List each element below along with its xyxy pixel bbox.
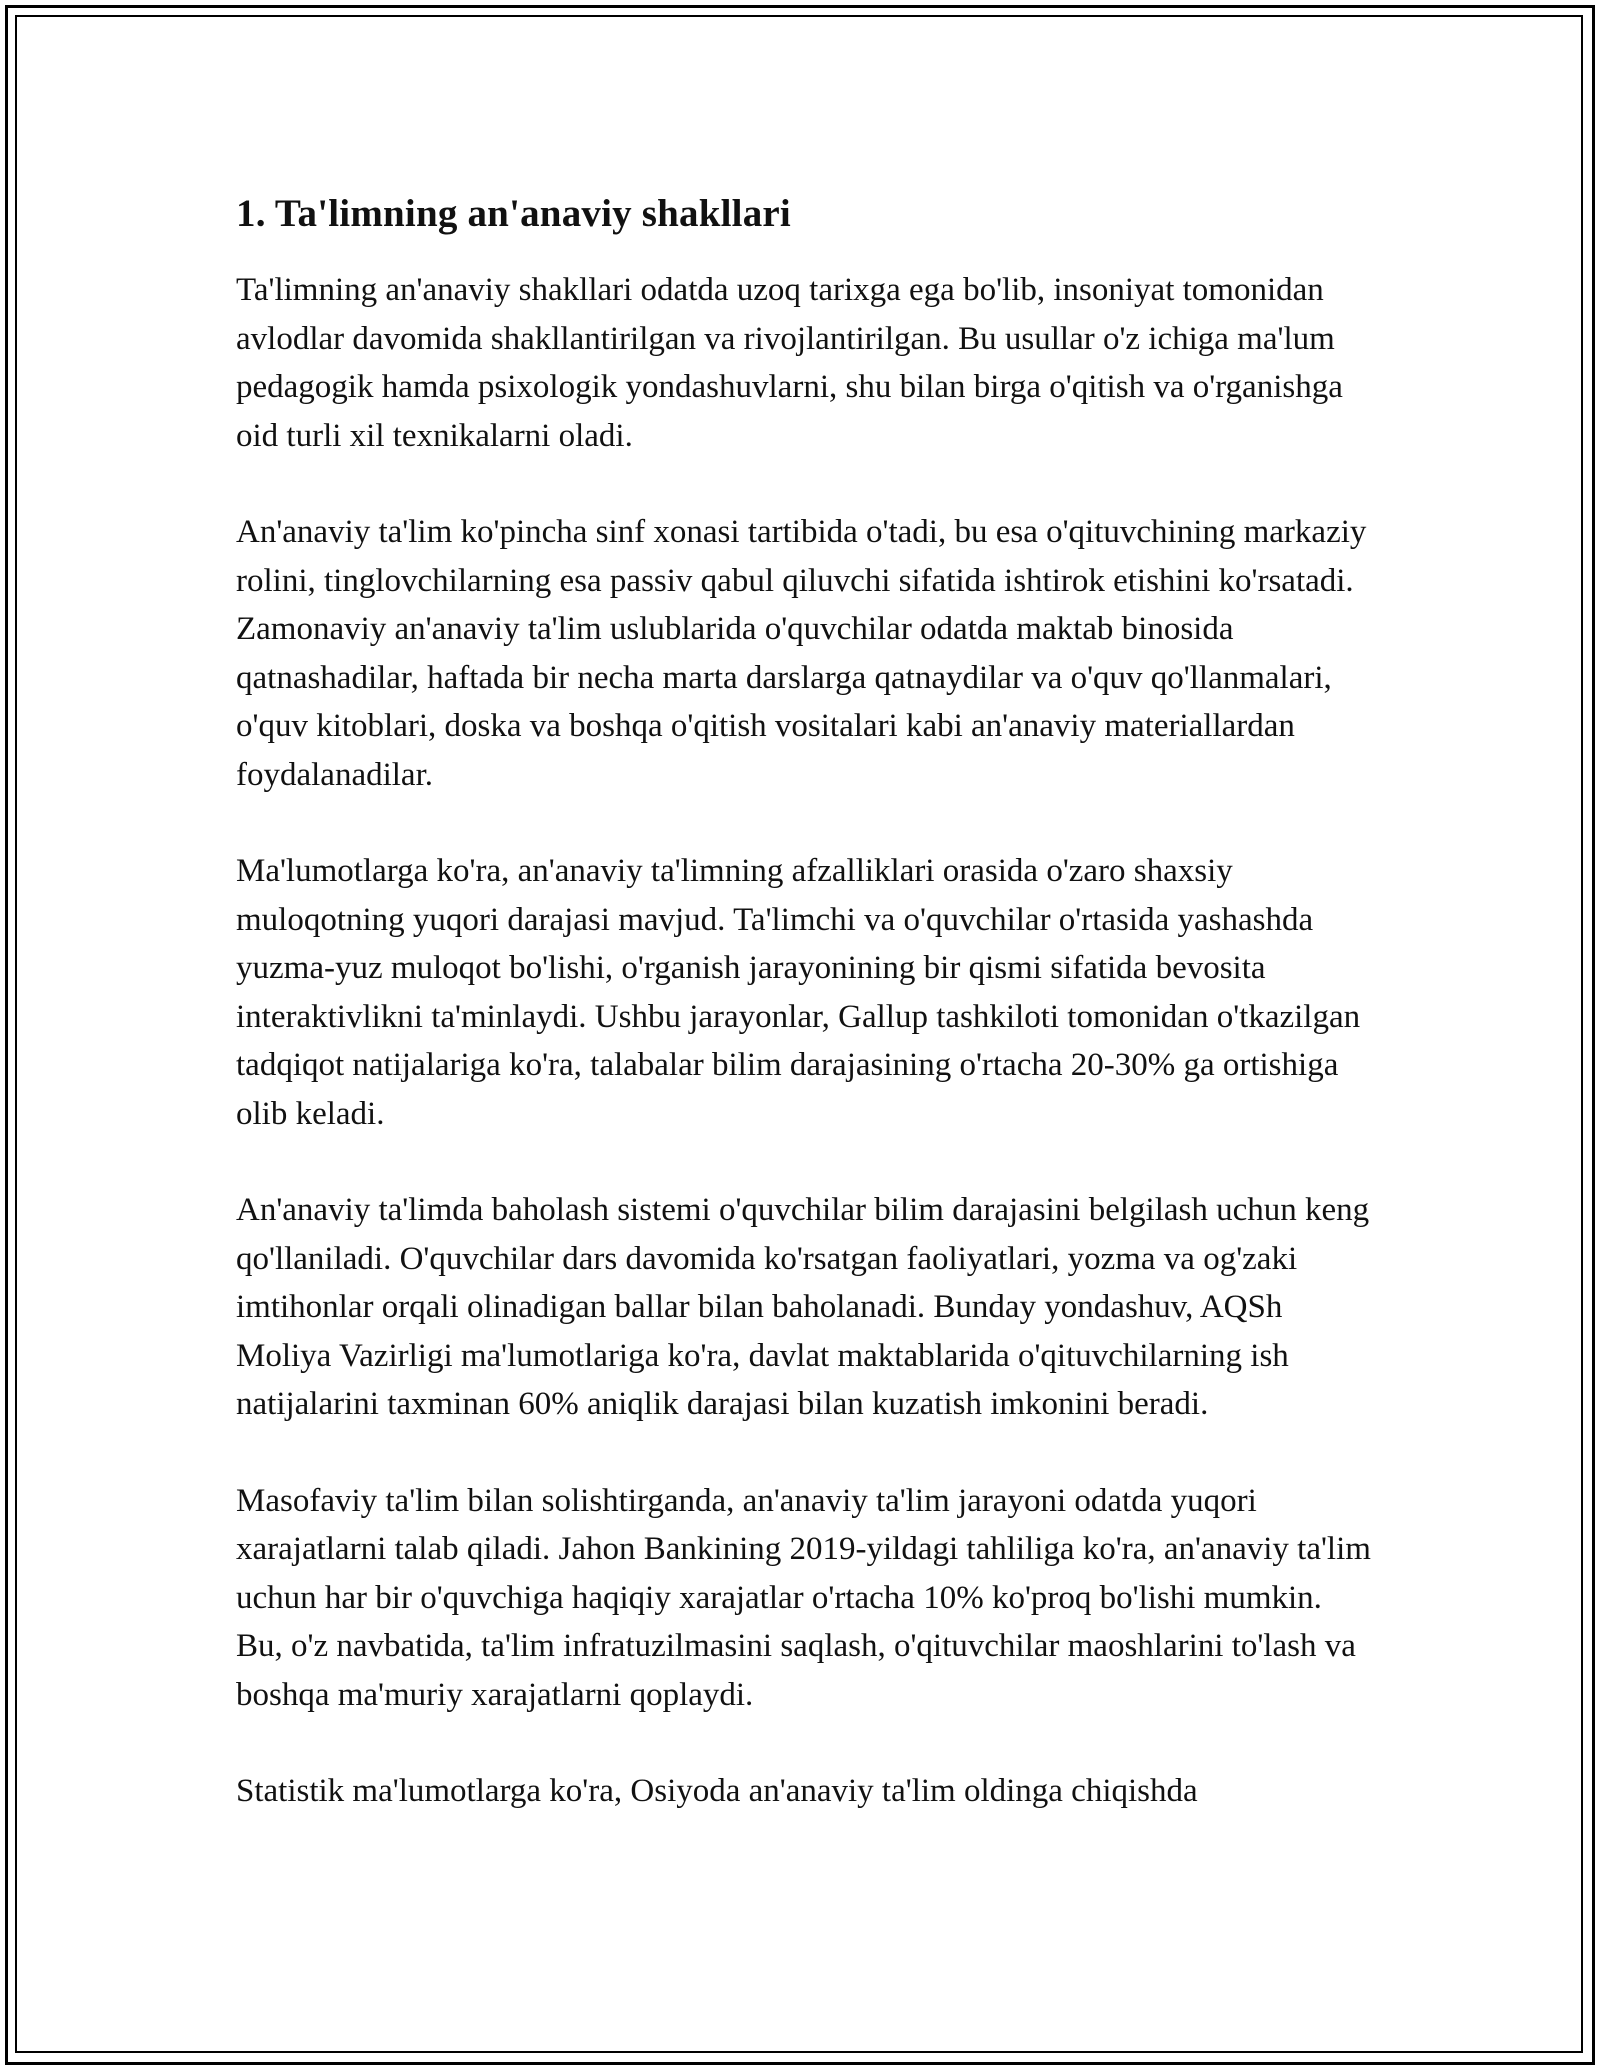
paragraph-1: Ta'limning an'anaviy shakllari odatda uzoq tarixga ega bo'lib, insoniyat tomonidan avlodlar davomida shakllantirilgan va rivojlantirilgan. Bu usullar o'z ichiga ma'lum pedagogik hamda psixologik yondashuvlarni, shu bilan birga o'qitish va o'rganishga oid turli xil texnikalarni oladi. (236, 272, 1343, 454)
section-heading: 1. Ta'limning an'anaviy shakllari (236, 192, 791, 235)
paragraph-5: Masofaviy ta'lim bilan solishtirganda, an'anaviy ta'lim jarayoni odatda yuqori xarajatlarni talab qiladi. Jahon Bankining 2019-yildagi tahliliga ko'ra, an'anaviy ta'lim uchun har bir o'quvchiga haqiqiy xarajatlar o'rtacha 10% ko'proq bo'lishi mumkin. Bu, o'z navbatida, ta'lim infratuzilmasini saqlash, o'qituvchilar maoshlarini to'lash va boshqa ma'muriy xarajatlarni qoplaydi. (236, 1482, 1371, 1713)
paragraph-2: An'anaviy ta'lim ko'pincha sinf xonasi tartibida o'tadi, bu esa o'qituvchining markaziy rolini, tinglovchilarning esa passiv qabul qiluvchi sifatida ishtirok etishini ko'rsatadi. Zamonaviy an'anaviy ta'lim uslublarida o'quvchilar odatda maktab binosida qatnashadilar, haftada bir necha marta darslarga qatnaydilar va o'quv qo'llanmalari, o'quv kitoblari, doska va boshqa o'qitish vositalari kabi an'anaviy materiallardan foydalanadilar. (236, 514, 1367, 793)
paragraph-4: An'anaviy ta'limda baholash sistemi o'quvchilar bilim darajasini belgilash uchun keng qo'llaniladi. O'quvchilar dars davomida ko'rsatgan faoliyatlari, yozma va og'zaki imtihonlar orqali olinadigan ballar bilan baholanadi. Bunday yondashuv, AQSh Moliya Vazirligi ma'lumotlariga ko'ra, davlat maktablarida o'qituvchilarning ish natijalarini taxminan 60% aniqlik darajasi bilan kuzatish imkonini beradi. (236, 1192, 1370, 1422)
document-body (236, 186, 1376, 1864)
paragraph-3: Ma'lumotlarga ko'ra, an'anaviy ta'limning afzalliklari orasida o'zaro shaxsiy muloqotning yuqori darajasi mavjud. Ta'limchi va o'quvchilar o'rtasida yashashda yuzma-yuz muloqot bo'lishi, o'rganish jarayonining bir qismi sifatida bevosita interaktivlikni ta'minlaydi. Ushbu jarayonlar, Gallup tashkiloti tomonidan o'tkazilgan tadqiqot natijalariga ko'ra, talabalar bilim darajasining o'rtacha 20-30% ga ortishiga olib keladi. (236, 853, 1361, 1132)
paragraph-6: Statistik ma'lumotlarga ko'ra, Osiyoda an'anaviy ta'lim oldinga chiqishda (236, 1773, 1198, 1809)
